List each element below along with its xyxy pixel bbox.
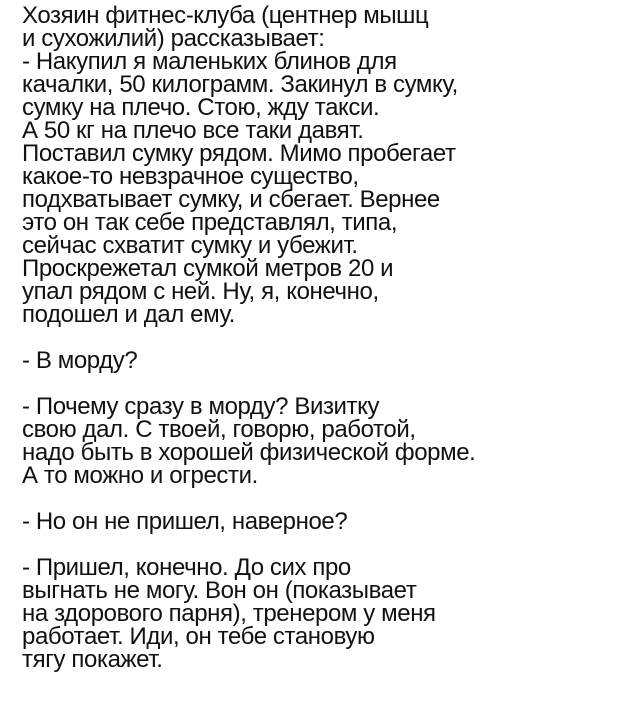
paragraph-gap <box>22 533 632 556</box>
text-line: Поставил сумку рядом. Мимо пробегает <box>22 140 456 167</box>
answer-paragraph <box>22 556 632 671</box>
text-line: работает. Иди, он тебе становую <box>22 623 375 650</box>
text-line: подхватывает сумку, и сбегает. Вернее <box>22 186 440 213</box>
text-line: сумку на плечо. Стою, жду такси. <box>22 94 380 121</box>
text-line: - Но он не пришел, наверное? <box>22 508 348 535</box>
text-line: Проскрежетал сумкой метров 20 и <box>22 255 394 282</box>
question-paragraph <box>22 510 632 533</box>
text-line: надо быть в хорошей физической форме. <box>22 439 476 466</box>
text-line: - Почему сразу в морду? Визитку <box>22 393 380 420</box>
question-paragraph <box>22 349 632 372</box>
text-line: подошел и дал ему. <box>22 301 235 328</box>
text-line: сейчас схватит сумку и убежит. <box>22 232 358 259</box>
text-line: выгнать не могу. Вон он (показывает <box>22 577 417 604</box>
paragraph-gap <box>22 326 632 349</box>
text-line: тягу покажет. <box>22 646 163 673</box>
text-line: Хозяин фитнес-клуба (центнер мышц <box>22 2 429 29</box>
paragraph-gap <box>22 372 632 395</box>
text-line: - Пришел, конечно. До сих про <box>22 554 351 581</box>
text-line: А то можно и огрести. <box>22 462 258 489</box>
answer-paragraph <box>22 395 632 487</box>
text-line: качалки, 50 килограмм. Закинул в сумку, <box>22 71 458 98</box>
text-line: это он так себе представлял, типа, <box>22 209 398 236</box>
text-line: на здорового парня), тренером у меня <box>22 600 436 627</box>
text-line: - В морду? <box>22 347 138 374</box>
story-paragraph <box>22 4 632 326</box>
text-line: свою дал. С твоей, говорю, работой, <box>22 416 416 443</box>
text-line: какое-то невзрачное существо, <box>22 163 359 190</box>
text-line: А 50 кг на плечо все таки давят. <box>22 117 364 144</box>
text-line: - Накупил я маленьких блинов для <box>22 48 397 75</box>
text-line: упал рядом с ней. Ну, я, конечно, <box>22 278 379 305</box>
text-line: и сухожилий) рассказывает: <box>22 25 325 52</box>
paragraph-gap <box>22 487 632 510</box>
